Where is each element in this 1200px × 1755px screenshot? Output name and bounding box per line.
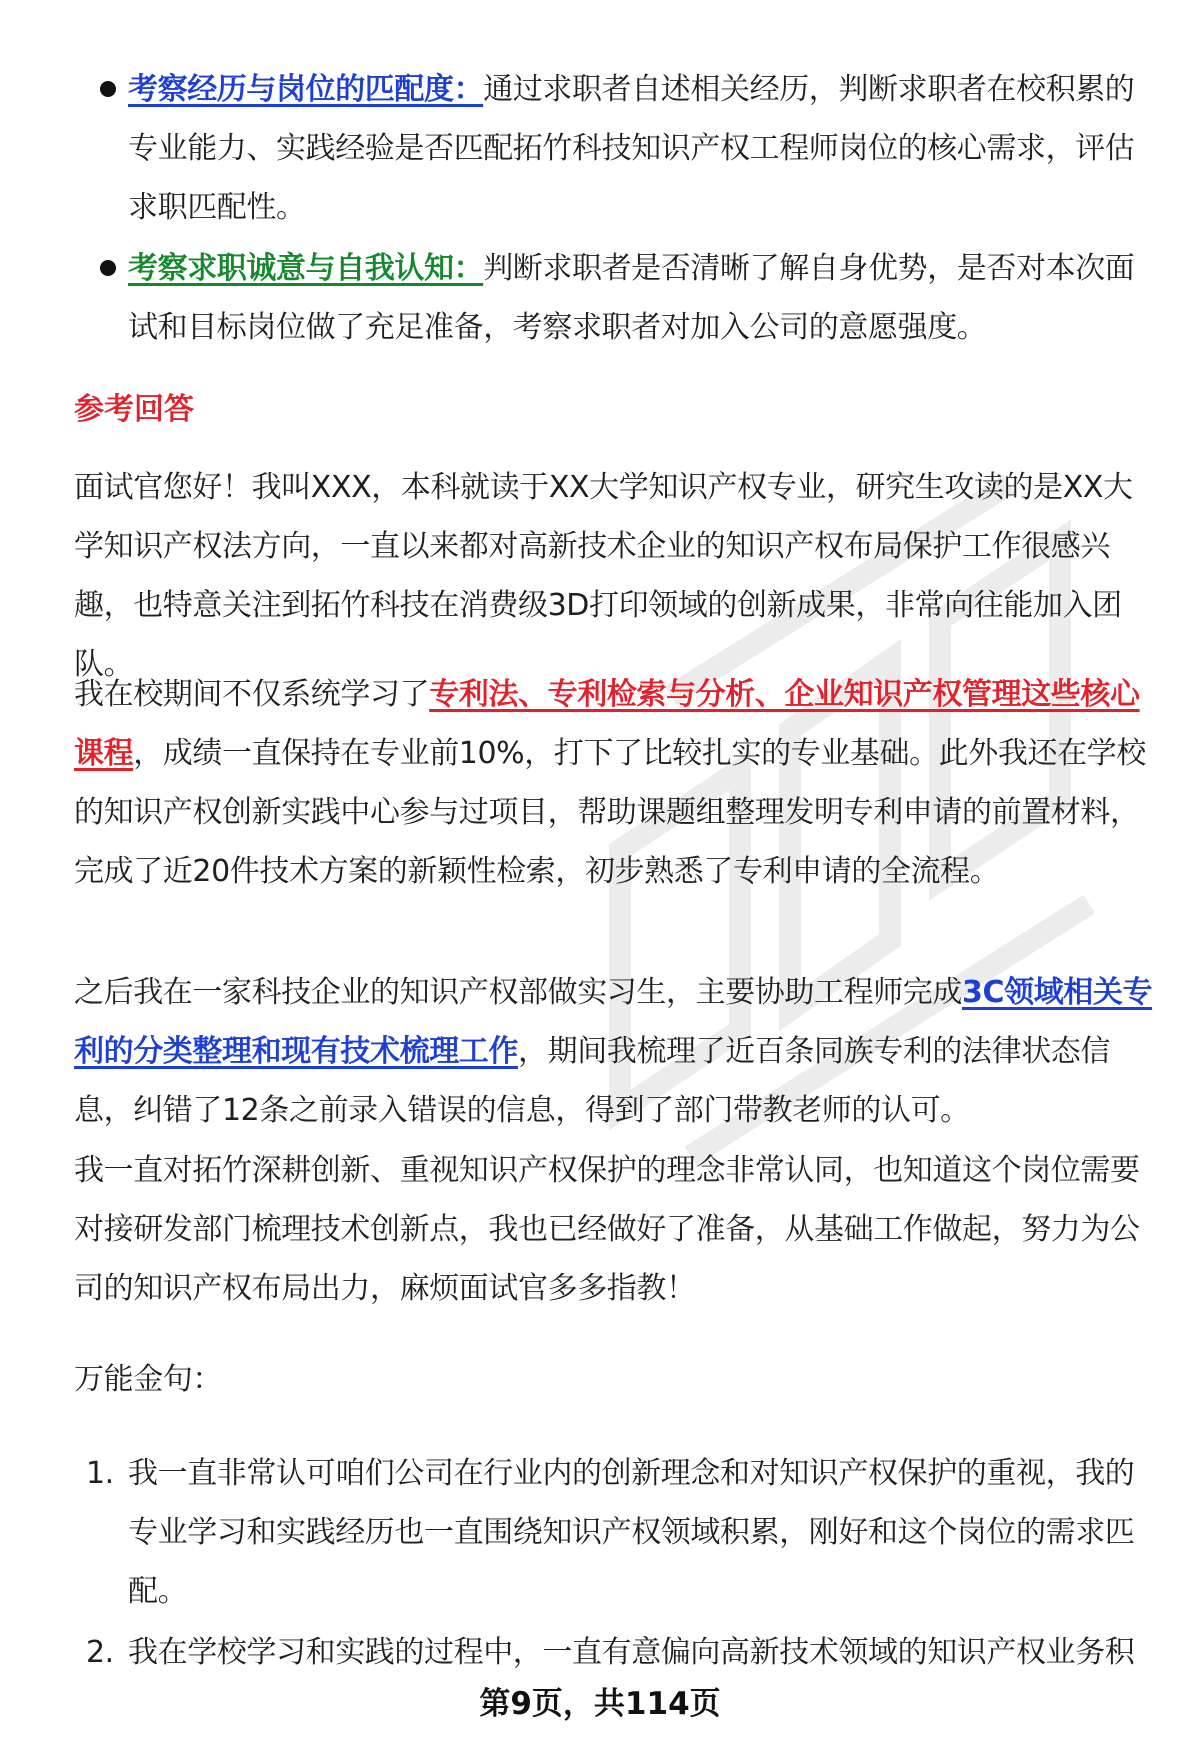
highlight-internship: 3C领域相关专利的分类整理和现有技术梳理工作	[74, 975, 1153, 1069]
golden-sentences-title: 万能金句：	[74, 1362, 222, 1397]
answer-paragraph-closing: 我一直对拓竹深耕创新、重视知识产权保护的理念非常认同，也知道这个岗位需要对接研发部门梳理技术创新点，我也已经做好了准备，从基础工作做起，努力为公司的知识产权布局出力，麻烦面试官多多指教！	[74, 1153, 1140, 1306]
bullet-label: 考察经历与岗位的匹配度：	[128, 72, 484, 107]
answer-paragraph-internship	[74, 963, 1154, 1140]
list-text: 我在学校学习和实践的过程中，一直有意偏向高新技术领域的知识产权业务积	[128, 1635, 1135, 1670]
answer-paragraph-intro: 面试官您好！我叫XXX，本科就读于XX大学知识产权专业，研究生攻读的是XX大学知识产权法方向，一直以来都对高新技术企业的知识产权布局保护工作很感兴趣，也特意关注到拓竹科技在消费级3D打印领域的创新成果，非常向往能加入团队。	[74, 470, 1133, 682]
bullet-dot-icon	[100, 81, 116, 97]
text-run: ，成绩一直保持在专业前10%，打下了比较扎实的专业基础。此外我还在学校的知识产权创新实践中心参与过项目，帮助课题组整理发明专利申请的前置材料，完成了近20件技术方案的新颖性检索，初步熟悉了专利申请的全流程。	[74, 736, 1146, 889]
bullet-dot-icon	[100, 260, 116, 276]
text-run: 之后我在一家科技企业的知识产权部做实习生，主要协助工程师完成	[74, 975, 962, 1010]
page-footer: 第9页，共114页	[479, 1686, 721, 1722]
list-item	[74, 1623, 1154, 1682]
answer-paragraph-courses	[74, 665, 1154, 901]
bullet-item	[74, 60, 1154, 237]
bullet-text: 通过求职者自述相关经历，判断求职者在校积累的专业能力、实践经验是否匹配拓竹科技知识产权工程师岗位的核心需求，评估求职匹配性。	[128, 72, 1135, 225]
bullet-item	[74, 239, 1154, 357]
list-item	[74, 1444, 1154, 1621]
section-title: 参考回答	[74, 392, 194, 427]
text-run: ，期间我梳理了近百条同族专利的法律状态信息，纠错了12条之前录入错误的信息，得到了部门带教老师的认可。	[74, 1034, 1110, 1128]
list-number: 1.	[86, 1456, 114, 1491]
golden-sentences-list	[74, 1444, 1154, 1684]
bullet-text: 判断求职者是否清晰了解自身优势，是否对本次面试和目标岗位做了充足准备，考察求职者对加入公司的意愿强度。	[128, 251, 1135, 345]
list-number: 2.	[86, 1635, 114, 1670]
highlight-courses: 专利法、专利检索与分析、企业知识产权管理这些核心课程	[74, 677, 1140, 771]
bullet-label: 考察求职诚意与自我认知：	[128, 251, 484, 286]
assessment-points	[74, 60, 1154, 359]
list-text: 我一直非常认可咱们公司在行业内的创新理念和对知识产权保护的重视，我的专业学习和实践经历也一直围绕知识产权领域积累，刚好和这个岗位的需求匹配。	[128, 1456, 1135, 1609]
text-run: 我在校期间不仅系统学习了	[74, 677, 430, 712]
